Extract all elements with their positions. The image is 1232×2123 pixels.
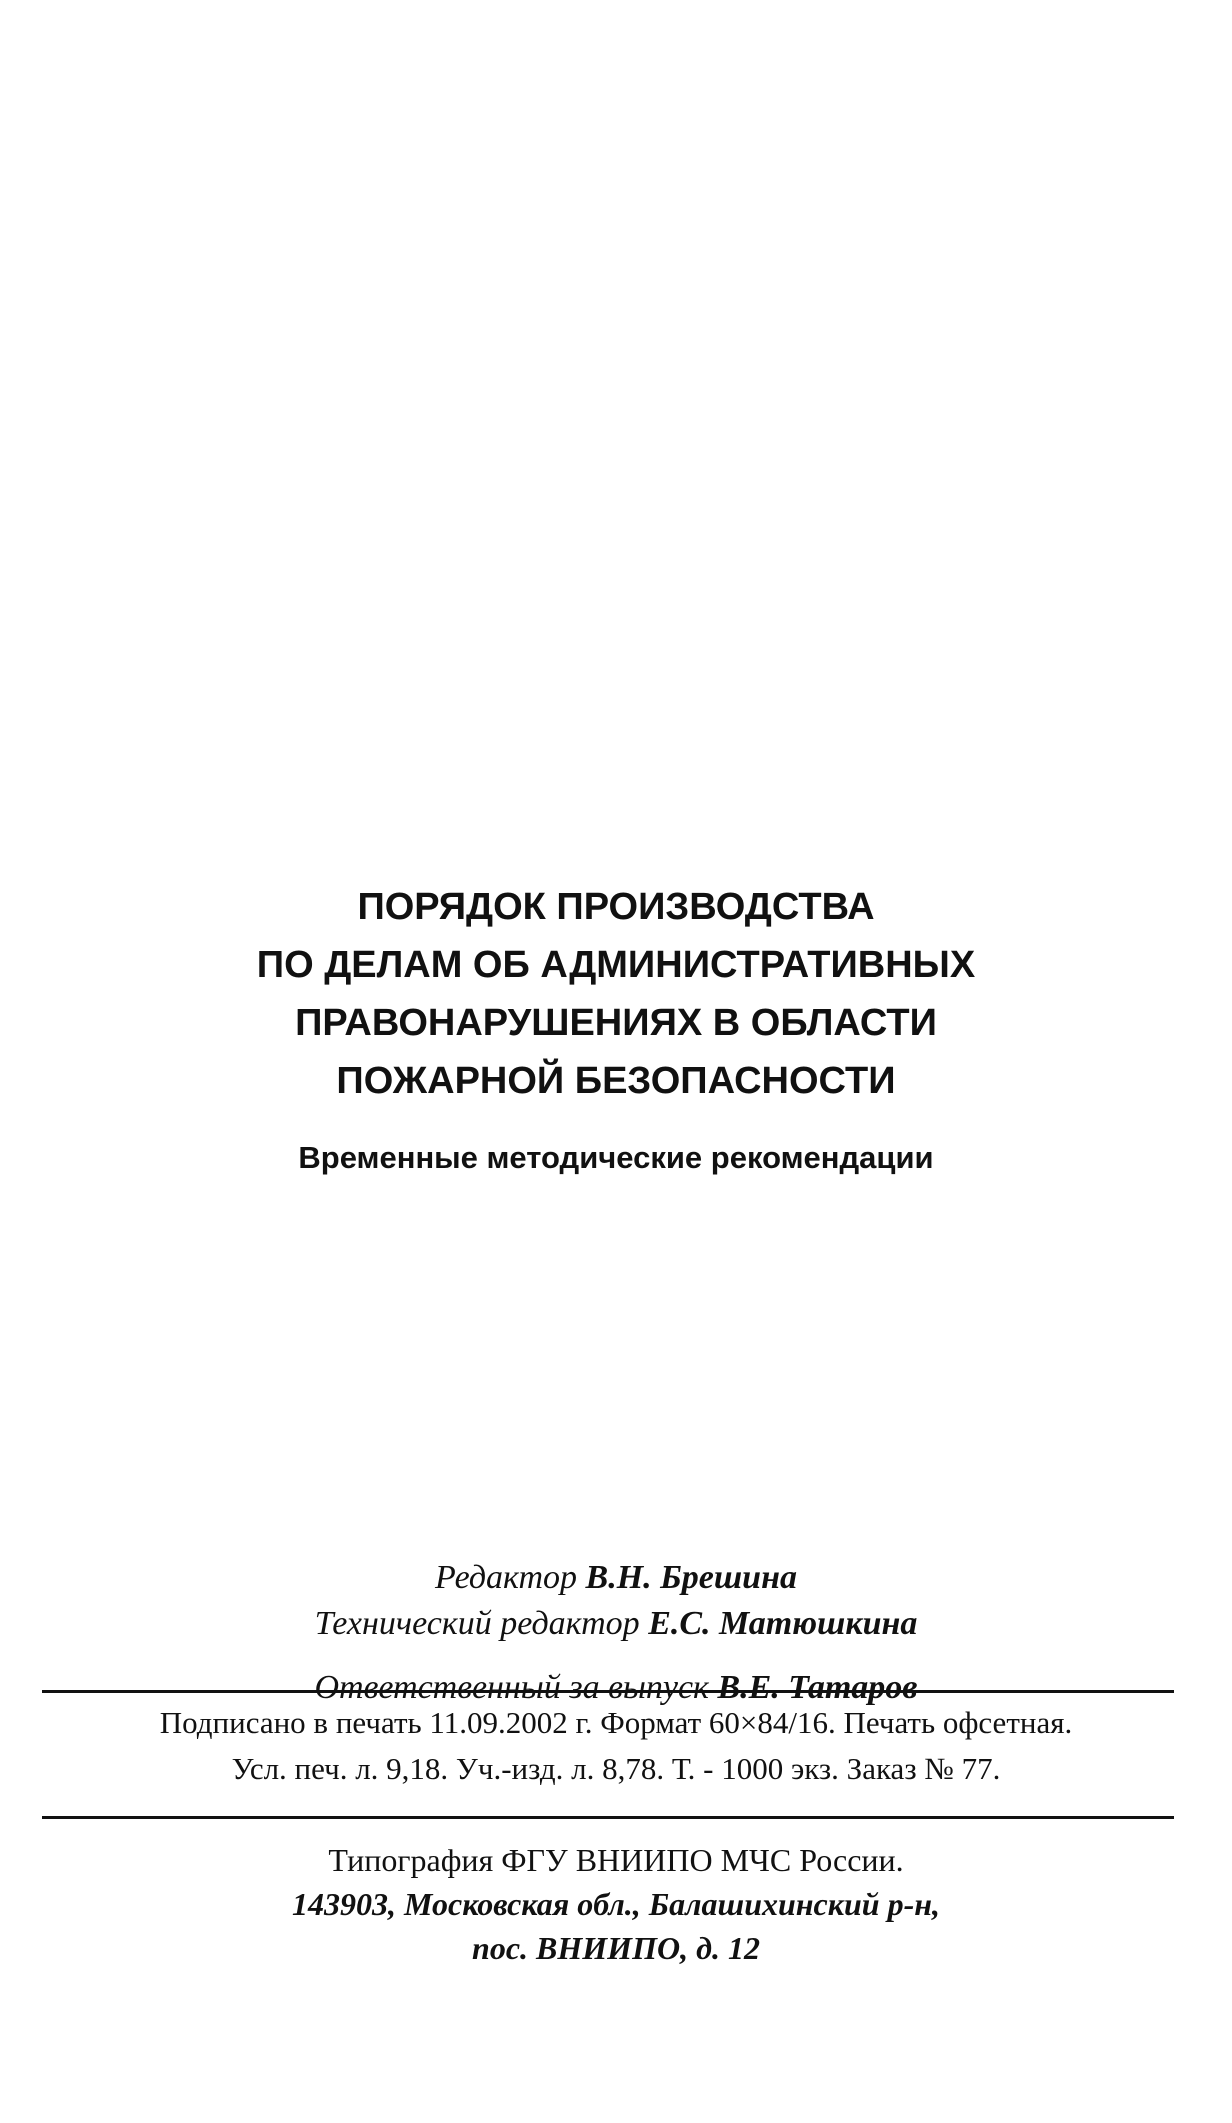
title-line-2: ПО ДЕЛАМ ОБ АДМИНИСТРАТИВНЫХ (256, 944, 976, 986)
title-line-3: ПРАВОНАРУШЕНИЯХ В ОБЛАСТИ (295, 1002, 937, 1044)
imprint-line-1: Подписано в печать 11.09.2002 г. Формат 60×84/16. Печать офсетная. (159, 1705, 1073, 1740)
divider-bottom (42, 1816, 1174, 1819)
divider-top (42, 1690, 1174, 1693)
printer-address-2: пос. ВНИИПО, д. 12 (472, 1930, 760, 1966)
title-block (0, 878, 1232, 1178)
editor-role: Редактор (435, 1559, 578, 1596)
printer-name: Типография ФГУ ВНИИПО МЧС России. (328, 1842, 904, 1878)
title-line-4: ПОЖАРНОЙ БЕЗОПАСНОСТИ (336, 1060, 896, 1102)
printer-address-1: 143903, Московская обл., Балашихинский р-н, (292, 1886, 940, 1922)
imprint-line-2: Усл. печ. л. 9,18. Уч.-изд. л. 8,78. Т. - 1000 экз. Заказ № 77. (231, 1751, 1001, 1786)
responsible-name: В.Е. Татаров (717, 1669, 918, 1706)
editor-row (0, 1555, 1232, 1601)
subtitle: Временные методические рекомендации (298, 1140, 934, 1175)
editor-name: В.Н. Брешина (585, 1559, 797, 1596)
imprint-block (0, 1700, 1232, 1792)
printer-block (0, 1838, 1232, 1970)
tech-editor-role: Технический редактор (314, 1605, 640, 1642)
credits-block (0, 1555, 1232, 1711)
tech-editor-name: Е.С. Матюшкина (648, 1605, 918, 1642)
responsible-role: Ответственный за выпуск (314, 1669, 709, 1706)
title-line-1: ПОРЯДОК ПРОИЗВОДСТВА (357, 886, 875, 928)
tech-editor-row (0, 1601, 1232, 1647)
